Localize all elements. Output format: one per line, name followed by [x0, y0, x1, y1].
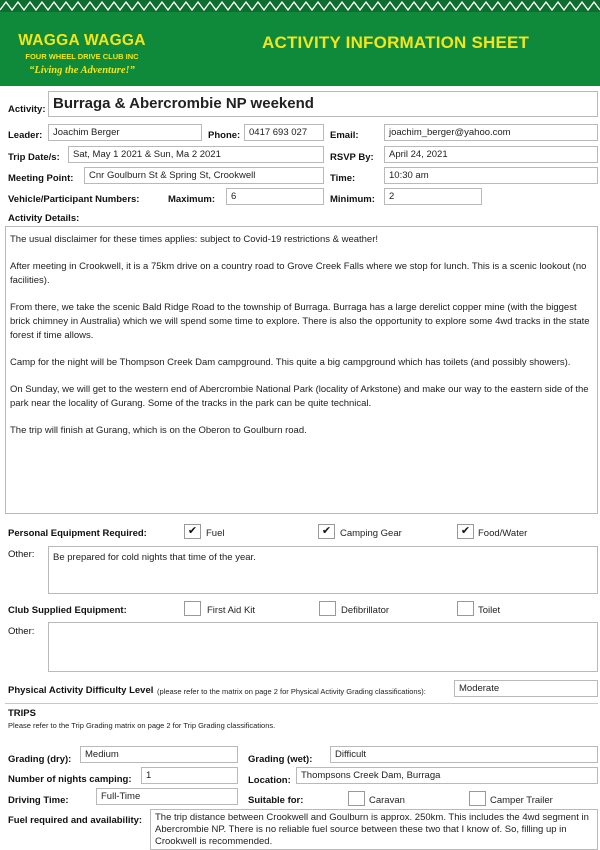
- maximum-label: Maximum:: [168, 194, 215, 205]
- activity-details-field[interactable]: [5, 226, 598, 514]
- driving-time-label: Driving Time:: [8, 795, 69, 806]
- time-label: Time:: [330, 173, 356, 184]
- first-aid-kit-checkbox[interactable]: [184, 601, 201, 616]
- time-field[interactable]: 10:30 am: [384, 167, 598, 184]
- details-paragraph: From there, we take the scenic Bald Ridge Road to the township of Burraga. Burraga has a large derelict copper mine (with the biggest brick chimney in Australia) which we will spend some time to explore. There is also the opportunity to explore some 4wd tracks in the state forest if time allows.: [10, 302, 590, 341]
- club-motto: “Living the Adventure!”: [29, 65, 135, 76]
- minimum-field[interactable]: 2: [384, 188, 482, 205]
- first-aid-kit-checkbox-label: First Aid Kit: [207, 605, 256, 616]
- minimum-label: Minimum:: [330, 194, 375, 205]
- grading-wet-field[interactable]: Difficult: [330, 746, 598, 763]
- details-paragraph: The trip will finish at Gurang, which is on the Oberon to Goulburn road.: [10, 425, 307, 436]
- email-field[interactable]: joachim_berger@yahoo.com: [384, 124, 598, 141]
- nights-camping-label: Number of nights camping:: [8, 774, 132, 785]
- physical-difficulty-note: (please refer to the matrix on page 2 for Physical Activity Grading classifications):: [157, 687, 426, 696]
- details-paragraph: The usual disclaimer for these times applies: subject to Covid-19 restrictions & weather!: [10, 234, 379, 245]
- header-banner: [0, 0, 600, 86]
- personal-equipment-label: Personal Equipment Required:: [8, 528, 147, 539]
- fuel-availability-field[interactable]: The trip distance between Crookwell and Goulburn is approx. 250km. This includes the 4wd segment in Abercrombie NP. There is no reliable fuel source between these two that I know of. So, filling up in Crookwell is recommended.: [150, 809, 598, 850]
- phone-label: Phone:: [208, 130, 241, 141]
- driving-time-field[interactable]: Full-Time: [96, 788, 238, 805]
- grading-wet-label: Grading (wet):: [248, 754, 313, 765]
- details-paragraph: Camp for the night will be Thompson Creek Dam campground. This quite a big campground which has toilets (and possibly showers).: [10, 357, 571, 368]
- caravan-checkbox[interactable]: [348, 791, 365, 806]
- trip-date-field[interactable]: Sat, May 1 2021 & Sun, Ma 2 2021: [68, 146, 324, 163]
- trip-date-label: Trip Date/s:: [8, 152, 60, 163]
- leader-label: Leader:: [8, 130, 43, 141]
- toilet-checkbox-label: Toilet: [478, 605, 501, 616]
- numbers-label: Vehicle/Participant Numbers:: [8, 194, 140, 205]
- physical-difficulty-field[interactable]: Moderate: [454, 680, 598, 697]
- defibrillator-checkbox[interactable]: [319, 601, 336, 616]
- club-subtitle: FOUR WHEEL DRIVE CLUB INC: [25, 52, 139, 61]
- fuel-checkbox[interactable]: ✔: [184, 524, 201, 539]
- grading-dry-field[interactable]: Medium: [80, 746, 238, 763]
- physical-difficulty-label: Physical Activity Difficulty Level: [8, 685, 154, 696]
- caravan-checkbox-label: Caravan: [369, 795, 405, 806]
- club-equipment-label: Club Supplied Equipment:: [8, 605, 127, 616]
- grading-dry-label: Grading (dry):: [8, 754, 72, 765]
- camper-trailer-checkbox[interactable]: [469, 791, 486, 806]
- details-paragraph: On Sunday, we will get to the western end of Abercrombie National Park (locality of Arkstone) and make our way to the eastern side of the park near the locality of Gurang. Some of the tracks in the park can be quite technical.: [10, 384, 589, 409]
- toilet-checkbox[interactable]: [457, 601, 474, 616]
- phone-field[interactable]: 0417 693 027: [244, 124, 324, 141]
- meeting-point-field[interactable]: Cnr Goulburn St & Spring St, Crookwell: [84, 167, 324, 184]
- leader-field[interactable]: Joachim Berger: [48, 124, 202, 141]
- sheet-title: ACTIVITY INFORMATION SHEET: [262, 33, 530, 52]
- rsvp-label: RSVP By:: [330, 152, 374, 163]
- section-divider: [5, 703, 598, 704]
- fuel-availability-label: Fuel required and availability:: [8, 815, 143, 826]
- zigzag-border: [0, 0, 600, 12]
- personal-other-label: Other:: [8, 549, 35, 560]
- activity-details-label: Activity Details:: [8, 213, 80, 224]
- fuel-checkbox-label: Fuel: [206, 528, 225, 539]
- email-label: Email:: [330, 130, 359, 141]
- trips-note: Please refer to the Trip Grading matrix on page 2 for Trip Grading classifications.: [8, 721, 276, 730]
- defibrillator-checkbox-label: Defibrillator: [341, 605, 390, 616]
- location-label: Location:: [248, 775, 291, 786]
- food-water-checkbox-label: Food/Water: [478, 528, 528, 539]
- details-paragraph: After meeting in Crookwell, it is a 75km drive on a country road to Grove Creek Falls where we stop for lunch. This is a scenic lookout (no facilities).: [10, 261, 587, 286]
- activity-field[interactable]: Burraga & Abercrombie NP weekend: [48, 91, 598, 117]
- suitable-for-label: Suitable for:: [248, 795, 304, 806]
- camping-gear-checkbox-label: Camping Gear: [340, 528, 402, 539]
- camping-gear-checkbox[interactable]: ✔: [318, 524, 335, 539]
- trips-heading: TRIPS: [8, 708, 36, 719]
- club-name: WAGGA WAGGA: [18, 32, 146, 49]
- rsvp-field[interactable]: April 24, 2021: [384, 146, 598, 163]
- nights-camping-field[interactable]: 1: [141, 767, 238, 784]
- activity-label: Activity:: [8, 104, 46, 115]
- meeting-point-label: Meeting Point:: [8, 173, 74, 184]
- food-water-checkbox[interactable]: ✔: [457, 524, 474, 539]
- personal-other-field[interactable]: Be prepared for cold nights that time of the year.: [48, 546, 598, 594]
- location-field[interactable]: Thompsons Creek Dam, Burraga: [296, 767, 598, 784]
- club-other-field[interactable]: [48, 622, 598, 672]
- maximum-field[interactable]: 6: [226, 188, 324, 205]
- camper-trailer-checkbox-label: Camper Trailer: [490, 795, 553, 806]
- club-other-label: Other:: [8, 626, 35, 637]
